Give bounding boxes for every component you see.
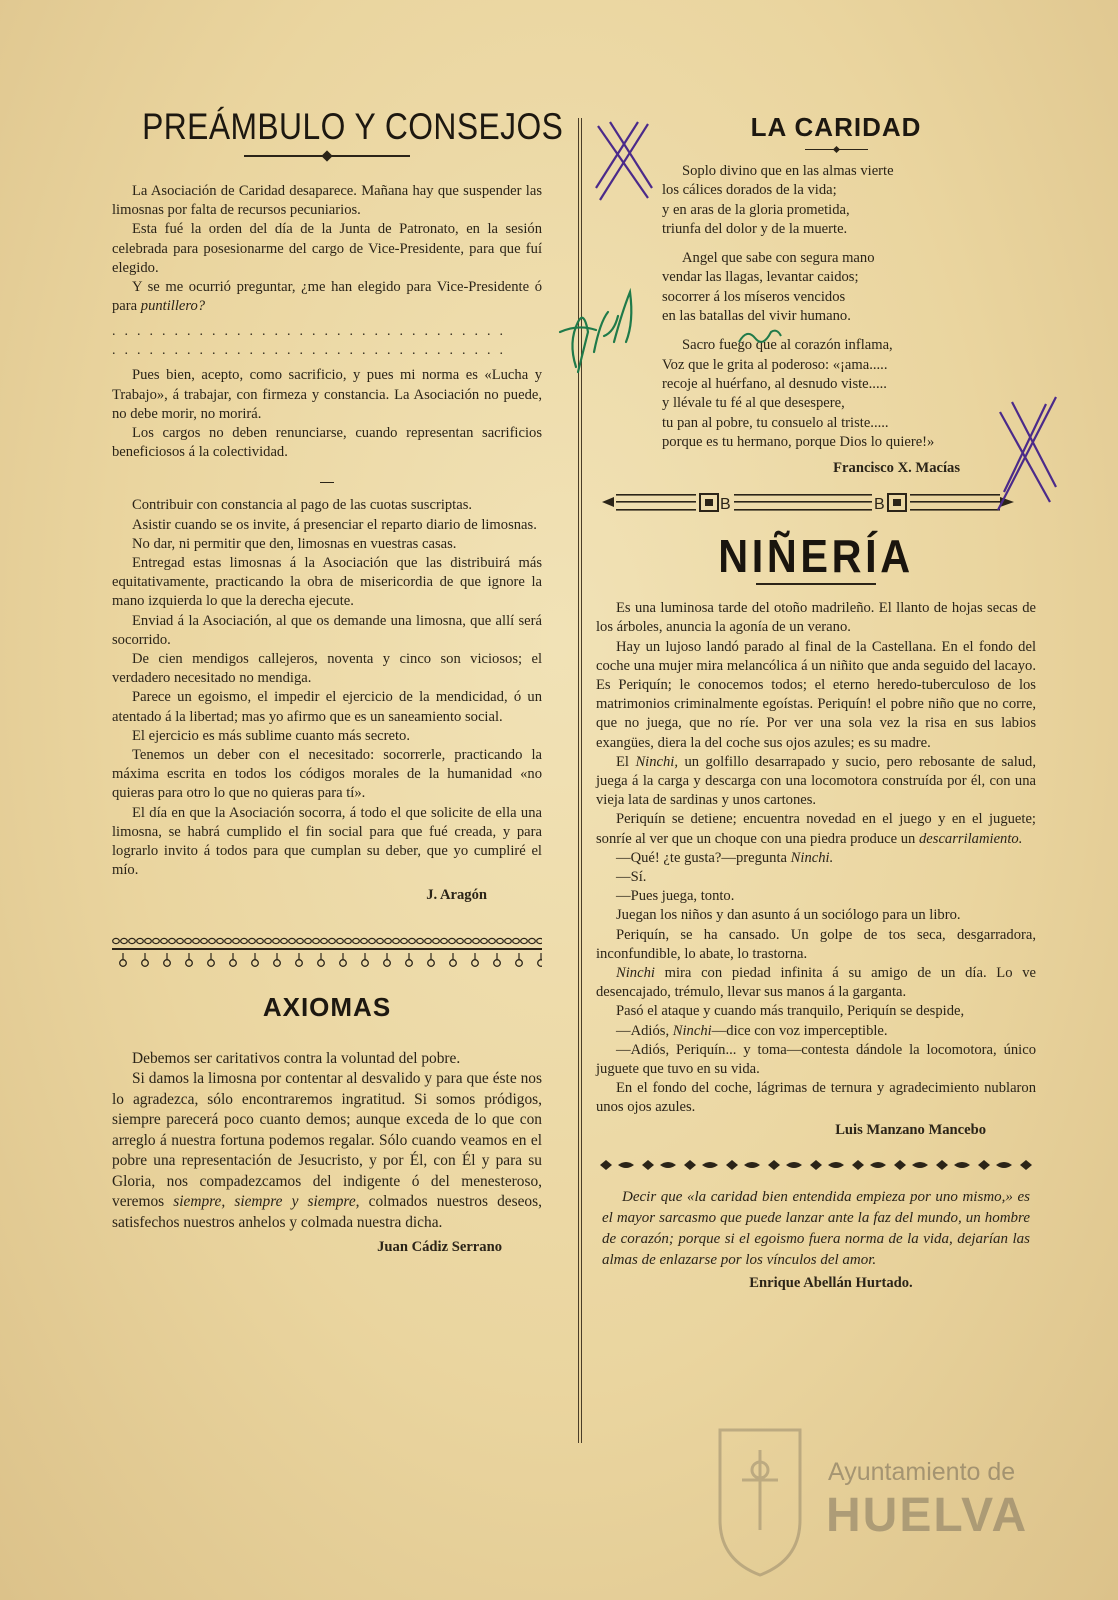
consejo-7: Parece un egoismo, el impedir el ejercicio de la mendicidad, ó un atentado á la libertad; mas yo afirmo que es un saneamiento social. [112, 689, 542, 725]
preambulo-paragraph-3: Y se me ocurrió preguntar, ¿me han elegido para Vice-Presidente ó para puntillero? [112, 279, 542, 315]
green-pen-scribble [735, 322, 785, 350]
poem-line: Sacro fuego que al corazón inflama, [682, 337, 893, 354]
nineria-signature: Luis Manzano Mancebo [835, 1121, 986, 1138]
nineria-dialogue-2: —Sí. [616, 869, 647, 885]
consejo-3: No dar, ni permitir que den, limosnas en vuestras casas. [132, 535, 457, 552]
nineria-dialogue-3: —Pues juega, tonto. [616, 888, 735, 905]
short-rule [112, 462, 542, 496]
axiomas-paragraph-2: Si damos la limosna por contentar al desvalido y para que éste nos lo agradezca, sólo encontraremos ingratitud. Si somos pródigos, siempre parecerá poco cuanto demos; aunque exceda de lo que con arreglo á nuestra fortuna podemos regalar. Sólo cuando veamos en el pobre una representación de Jesucristo, y por Él, con Él y para su Gloria, nos compadezcamos del indigente ó del menesteroso, veremos siempre, siempre y siempre, colmados nuestros deseos, satisfechos nuestros anhelos y colmada nuestra dicha. [112, 1070, 542, 1231]
watermark-line2: HUELVA [826, 1489, 1029, 1542]
caridad-signature: Francisco X. Macías [833, 460, 960, 477]
nineria-paragraph-1: Es una luminosa tarde del otoño madrileño. El llanto de hojas secas de los árboles, anuncia la agonía de un verano. [596, 600, 1036, 636]
poem-line: Angel que sabe con segura mano [682, 250, 875, 267]
closing-quote [596, 1187, 1036, 1271]
poem-stanza-1 [662, 162, 1036, 239]
dotted-separator: ................................ [112, 324, 512, 340]
preambulo-signature: J. Aragón [426, 886, 487, 903]
poem-line: recoje al huérfano, al desnudo viste..... [662, 375, 887, 392]
poem-line: los cálices dorados de la vida; [662, 182, 837, 199]
poem-line: y en aras de la gloria prometida, [662, 201, 850, 218]
consejo-4: Entregad estas limosnas á la Asociación que las distribuirá más equitativamente, practicando la obra de misericordia de que ignore la mano izquierda lo que la derecha ejecute. [112, 555, 542, 610]
preambulo-paragraph-1: La Asociación de Caridad desaparece. Mañana hay que suspender las limosnas por falta de recursos pecuniarios. [112, 183, 542, 219]
poem-stanza-2 [662, 249, 1036, 326]
poem-line: tu pan al pobre, tu consuelo al triste..... [662, 414, 889, 431]
watermark-line1: Ayuntamiento de [828, 1458, 1016, 1486]
green-handwritten-note [548, 272, 658, 382]
svg-text:B: B [720, 496, 731, 514]
consejo-10: El día en que la Asociación socorra, á todo el que solicite de ella una limosna, se habrá cumplido el fin social para que fué creada, y para lograrlo invito á todos para que cumplan su deber, que yo cumpliré el mío. [112, 804, 542, 879]
quote-text: Decir que «la caridad bien entendida empieza por uno mismo,» es el mayor sarcasmo que puede lanzar ante la faz del mundo, un hombre de corazón; porque si el egoismo fuera norma de la vida, dejarían las almas de enlazarse por los vínculos del amor. [602, 1188, 1030, 1268]
right-column [596, 100, 1036, 1292]
consejo-2: Asistir cuando se os invite, á presenciar el reparto diario de limosnas. [132, 516, 537, 533]
nineria-paragraph-4: Periquín se detiene; encuentra novedad en el juego y en el juguete; sonríe al ver que un choque con una piedra produce un descarrilamiento. [596, 811, 1036, 847]
caridad-title-rule [636, 147, 1036, 152]
nineria-underline [756, 583, 876, 585]
nineria-paragraph-7: Ninchi mira con piedad infinita á su amigo de un día. Lo ve desencajado, trémulo, llevar sus manos á la garganta. [596, 965, 1036, 1001]
wave-ornament [596, 1157, 1036, 1173]
preambulo-paragraph-2: Esta fué la orden del día de la Junta de Patronato, en la sesión celebrada para posesionarme del cargo de Vice-Presidente, para que fuí elegido. [112, 221, 542, 276]
nineria-dialogue-1: —Qué! ¿te gusta?—pregunta Ninchi. [616, 849, 834, 866]
preambulo-paragraph-5: Los cargos no deben renunciarse, cuando representan sacrificios beneficiosos á la colectividad. [112, 425, 542, 461]
nineria-paragraph-6: Periquín, se ha cansado. Un golpe de tos seca, desgarradora, inconfundible, lo abate, lo trastorna. [596, 926, 1036, 962]
svg-text:B: B [874, 496, 885, 514]
poem-line: en las batallas del vivir humano. [662, 308, 851, 325]
ornamental-strip [596, 489, 1036, 515]
poem-line: triunfa del dolor y de la muerte. [662, 220, 848, 237]
nineria-dialogue-4: —Adiós, Ninchi—dice con voz imperceptible. [616, 1022, 888, 1039]
nineria-dialogue-5: —Adiós, Periquín... y toma—contesta dándole la locomotora, único juguete que tuvo en su vida. [596, 1041, 1036, 1078]
ornamental-band [112, 936, 542, 972]
caridad-title: LA CARIDAD [750, 112, 922, 142]
poem-line: Voz que le grita al poderoso: «¡ama..... [662, 356, 888, 373]
axiomas-signature: Juan Cádiz Serrano [377, 1239, 502, 1255]
poem-line: Soplo divino que en las almas vierte [682, 163, 894, 179]
axiomas-paragraph-1: Debemos ser caritativos contra la voluntad del pobre. [132, 1049, 461, 1067]
consejo-6: De cien mendigos callejeros, noventa y cinco son viciosos; el verdadero necesitado no mendiga. [112, 651, 542, 687]
consejo-8: El ejercicio es más sublime cuanto más secreto. [132, 727, 410, 744]
axiomas-title: AXIOMAS [262, 991, 392, 1022]
poem-stanza-3 [662, 336, 1036, 452]
preambulo-paragraph-4: Pues bien, acepto, como sacrificio, y pues mi norma es «Lucha y Trabajo», á trabajar, con firmeza y constancia. La Asociación no puede, no debe morir, no morirá. [112, 367, 542, 422]
poem-line: y llévale tu fé al que desespere, [662, 395, 845, 412]
consejo-9: Tenemos un deber con el necesitado: socorrerle, practicando la máxima escrita en todos los códigos morales de la humanidad «no quieras para otro lo que no quieras para tí». [112, 747, 542, 802]
nineria-title: NIÑERÍA [718, 530, 914, 583]
preambulo-title: PREÁMBULO Y CONSEJOS [142, 106, 564, 147]
nineria-paragraph-5: Juegan los niños y dan asunto á un sociólogo para un libro. [616, 907, 961, 924]
poem-line: socorrer á los míseros vencidos [662, 288, 846, 305]
title-ornament-rule [112, 152, 542, 160]
consejo-1: Contribuir con constancia al pago de las cuotas suscriptas. [132, 497, 473, 514]
dotted-separator: ................................ [112, 343, 512, 359]
quote-signature: Enrique Abellán Hurtado. [749, 1274, 913, 1291]
purple-cross-mark-right [990, 392, 1070, 517]
nineria-paragraph-8: Pasó el ataque y cuando más tranquilo, Periquín se despide, [616, 1003, 965, 1020]
left-column [112, 100, 564, 1256]
nineria-paragraph-2: Hay un lujoso landó parado al final de la Castellana. En el fondo del coche una mujer mira melancólica á un niñito que anda seguido del lacayo. Es Periquín; le conocemos todos; el eterno heredo-tuberculoso de los matrimonios criminalmente egoístas. Periquín! el pobre niño que no corre, que no juega, que no ríe. Por ver una sola vez la risa en sus labios exangües, diera la del coche sus ojos azules; es su madre. [596, 638, 1036, 751]
purple-cross-mark-top [590, 118, 660, 208]
poem-line: porque es tu hermano, porque Dios lo quiere!» [662, 433, 935, 450]
nineria-paragraph-3: El Ninchi, un golfillo desarrapado y sucio, pero rebosante de salud, juega á la carga y descarga con una locomotora construída por él, con una vieja lata de sardinas y unos cartones. [596, 753, 1036, 809]
consejo-5: Enviad á la Asociación, al que os demande una limosna, que allí será socorrido. [112, 612, 542, 648]
nineria-paragraph-9: En el fondo del coche, lágrimas de ternura y agradecimiento nublaron unos ojos azules. [596, 1080, 1036, 1116]
poem-line: vendar las llagas, levantar caidos; [662, 269, 859, 286]
caridad-poem [596, 162, 1036, 452]
